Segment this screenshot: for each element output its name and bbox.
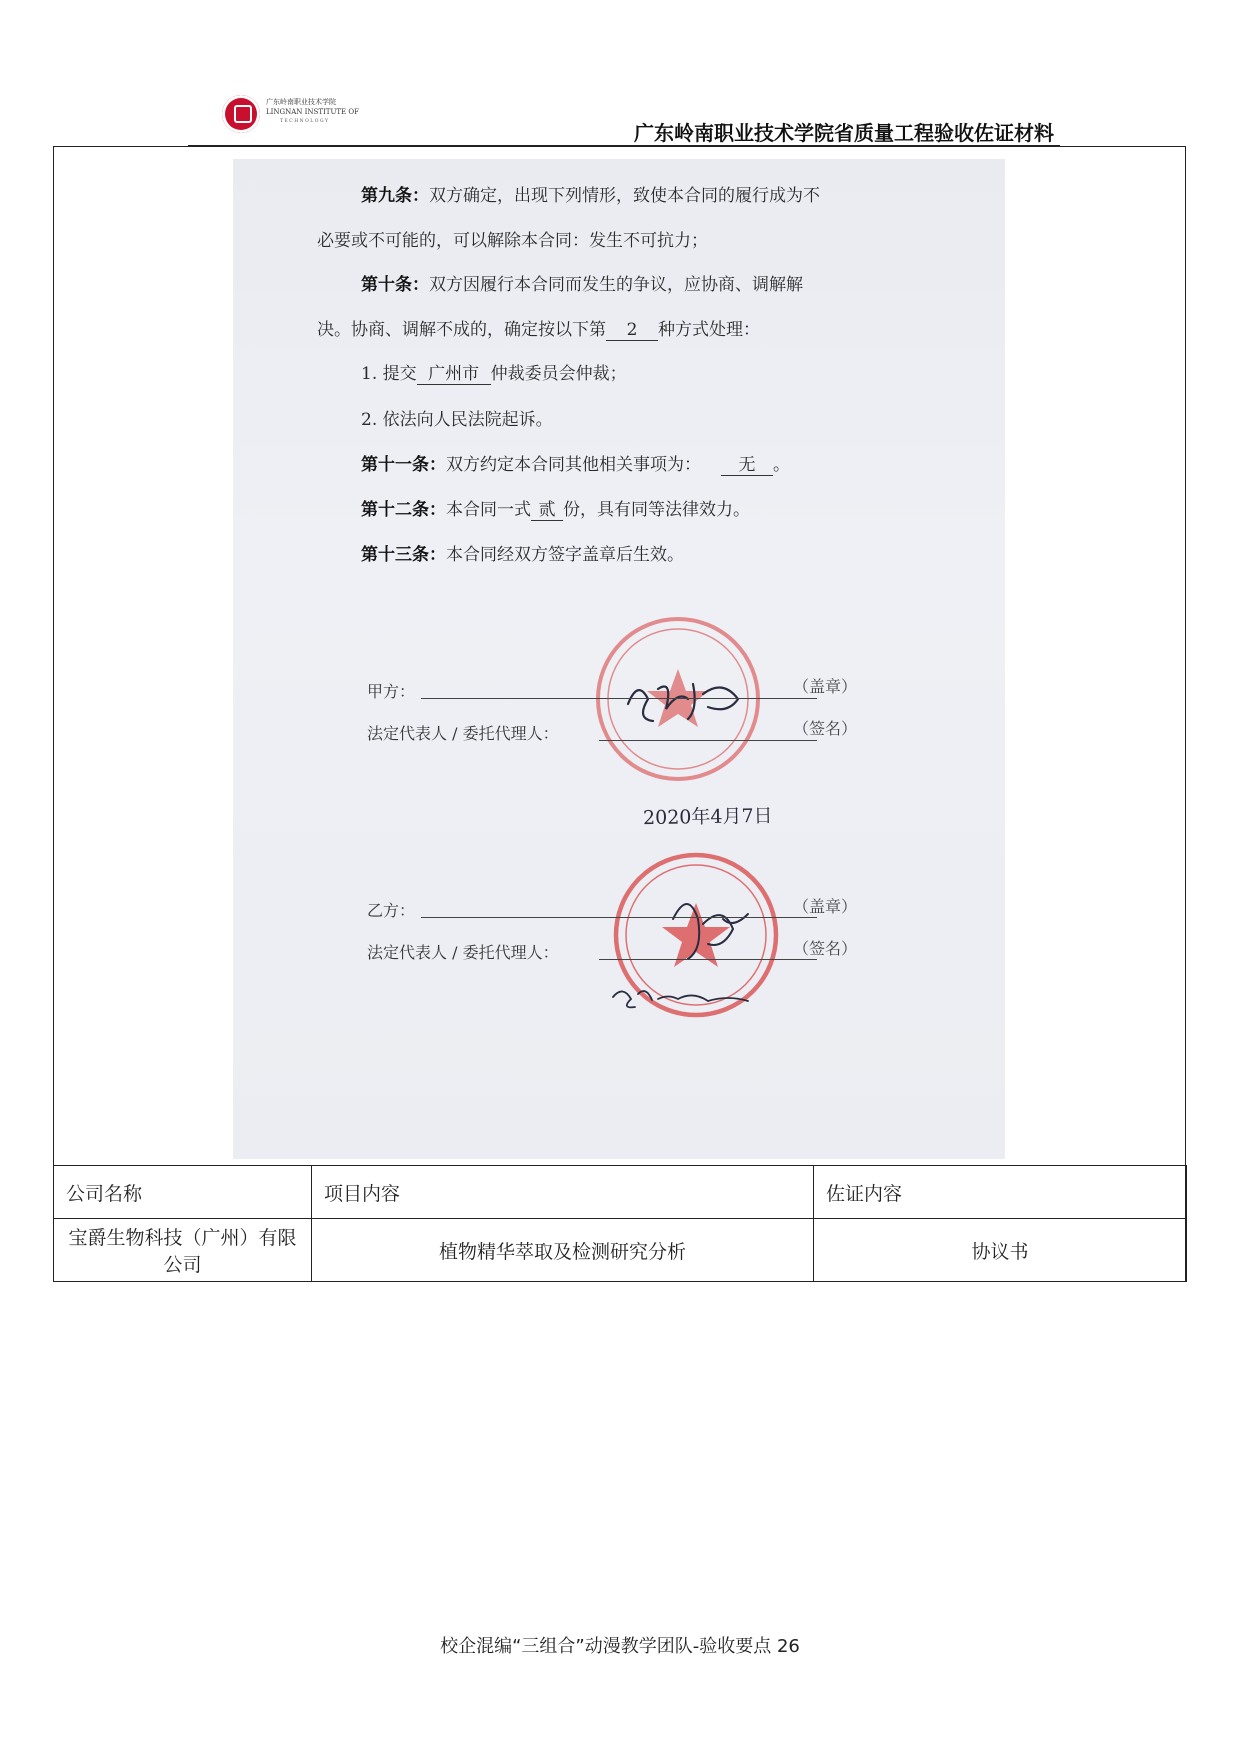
seal-layer [233, 159, 1005, 1159]
institute-logo [222, 95, 362, 135]
party-b-sign-note: （签名） [793, 939, 858, 958]
option-1-suffix: 仲裁委员会仲裁； [490, 364, 627, 384]
option-1 [361, 359, 627, 385]
clause-10-text-2: 决。协商、调解不成的，确定按以下第 [317, 320, 606, 340]
party-a-seal-note: （盖章） [793, 677, 858, 696]
clause-10-text-3: 种方式处理： [658, 320, 760, 340]
institute-emblem-icon [222, 95, 260, 133]
party-b-seal [616, 855, 776, 1015]
clause-9-text-1: 双方确定，出现下列情形，致使本合同的履行成为不 [429, 186, 820, 206]
header-evidence: 佐证内容 [814, 1166, 1187, 1219]
party-a-rep-line [599, 740, 817, 741]
clause-10-label: 第十条： [361, 275, 429, 295]
clause-12-text-2: 份，具有同等法律效力。 [563, 500, 750, 520]
clause-12-copies: 贰 [531, 495, 563, 521]
logo-english-name-2: TECHNOLOGY [280, 119, 330, 124]
header-company: 公司名称 [54, 1166, 312, 1219]
party-b-label: 乙方： [367, 901, 416, 920]
clause-10-line-1 [361, 270, 803, 295]
clause-9-label: 第九条： [361, 186, 429, 206]
clause-10-line-2 [317, 315, 760, 341]
evidence-table [53, 1165, 1187, 1282]
option-1-prefix: 1. 提交 [361, 364, 417, 384]
logo-english-name: LINGNAN INSTITUTE OF [266, 108, 359, 116]
clause-10-choice: 2 [606, 320, 658, 341]
clause-13-text: 本合同经双方签字盖章后生效。 [446, 545, 684, 565]
party-b-rep-label: 法定代表人 / 委托代理人： [367, 943, 559, 962]
clause-11-end: 。 [773, 455, 790, 475]
table-row [54, 1219, 1187, 1282]
option-1-city: 广州市 [417, 359, 491, 385]
cell-evidence: 协议书 [814, 1219, 1187, 1282]
page-header [0, 0, 1240, 148]
clause-10-text-1: 双方因履行本合同而发生的争议，应协商、调解解 [429, 275, 803, 295]
cell-company: 宝爵生物科技（广州）有限公司 [54, 1219, 312, 1282]
party-a-sign-note: （签名） [793, 719, 858, 738]
contract-photo [233, 159, 1005, 1159]
clause-13-label: 第十三条： [361, 545, 446, 565]
clause-12-text-1: 本合同一式 [446, 500, 531, 520]
party-b-line [421, 917, 817, 918]
clause-9-line-1 [361, 181, 820, 206]
party-b-date-scribble [613, 991, 748, 1007]
clause-11-label: 第十一条： [361, 455, 446, 475]
party-b-seal-note: （盖章） [793, 897, 858, 916]
party-a-seal [598, 619, 758, 779]
party-a-label: 甲方： [367, 682, 416, 701]
logo-chinese-name: 广东岭南职业技术学院 [266, 98, 336, 106]
party-a-rep-label: 法定代表人 / 委托代理人： [367, 724, 559, 743]
clause-11-text: 双方约定本合同其他相关事项为： [446, 455, 701, 475]
party-a-line [421, 698, 817, 699]
party-b-rep-line [599, 959, 817, 960]
clause-12 [361, 495, 750, 521]
party-a-date: 2020年4月7日 [642, 804, 773, 830]
clause-12-label: 第十二条： [361, 500, 446, 520]
header-project: 项目内容 [312, 1166, 814, 1219]
page-footer: 校企混编“三组合”动漫教学团队-验收要点 26 [440, 1636, 800, 1657]
clause-11 [361, 450, 790, 476]
clause-13 [361, 540, 684, 565]
clause-11-value: 无 [721, 450, 773, 476]
cell-project: 植物精华萃取及检测研究分析 [312, 1219, 814, 1282]
clause-9-line-2: 必要或不可能的，可以解除本合同：发生不可抗力； [317, 231, 708, 251]
table-header-row [54, 1166, 1187, 1219]
header-title: 广东岭南职业技术学院省质量工程验收佐证材料 [634, 121, 1054, 145]
option-2: 2. 依法向人民法院起诉。 [361, 410, 553, 430]
